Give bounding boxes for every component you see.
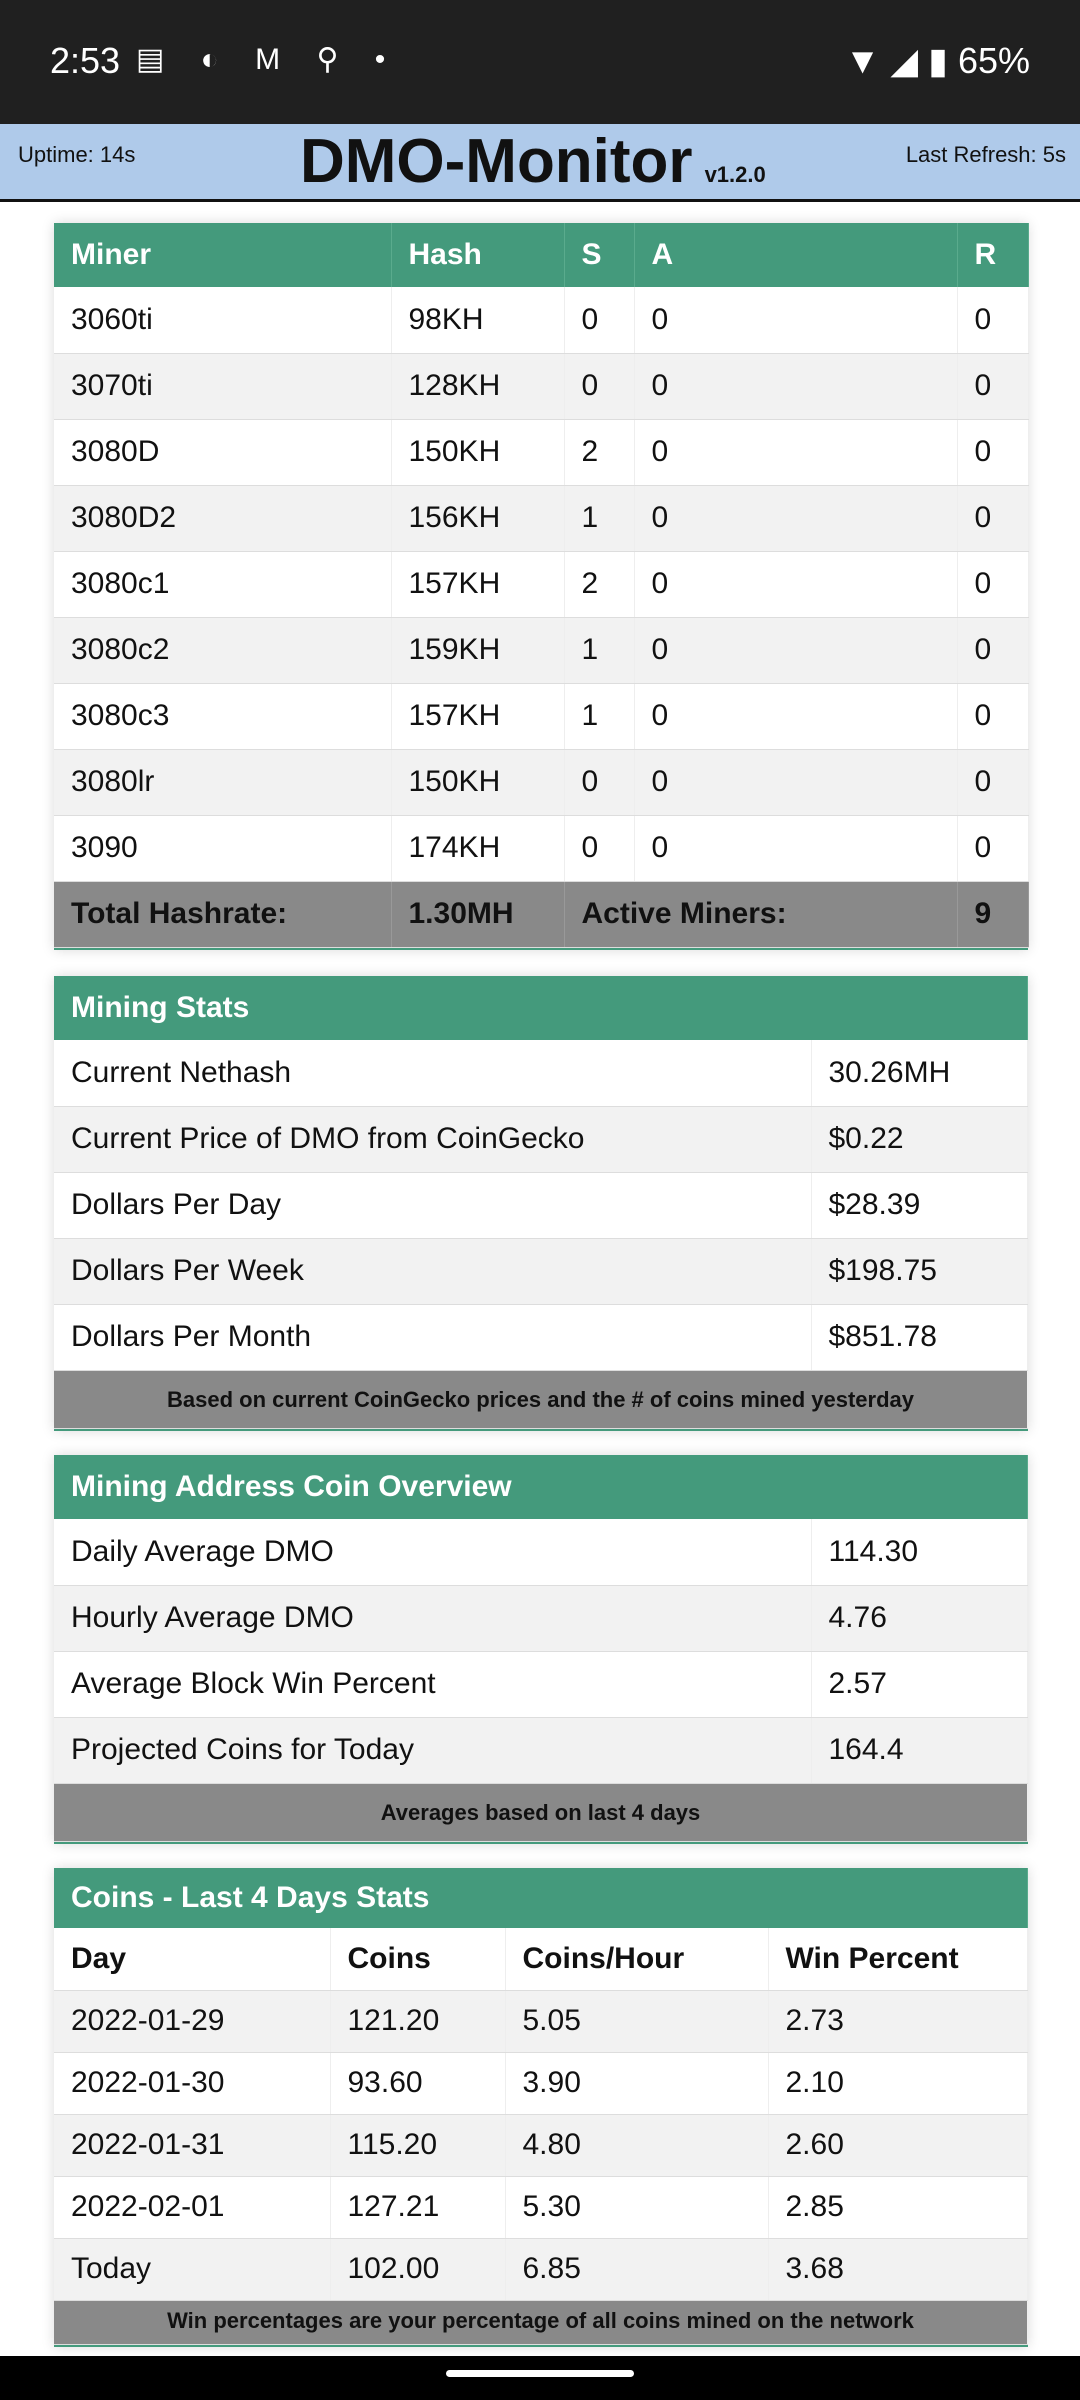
table-cell: 150KH	[391, 419, 564, 485]
section-title: Mining Stats	[54, 976, 1028, 1040]
table-cell: 0	[634, 419, 957, 485]
table-cell: 115.20	[330, 2114, 505, 2176]
table-cell: 0	[957, 287, 1028, 353]
table-cell: 127.21	[330, 2176, 505, 2238]
table-cell: 3080c3	[54, 683, 391, 749]
table-cell: 156KH	[391, 485, 564, 551]
table-row	[54, 353, 1028, 419]
page-title	[300, 126, 766, 197]
table-cell: 3080D	[54, 419, 391, 485]
table-cell: 0	[634, 353, 957, 419]
table-cell: 0	[634, 617, 957, 683]
table-cell: 3080lr	[54, 749, 391, 815]
last-refresh: Last Refresh: 5s	[905, 142, 1066, 167]
table-row	[54, 1106, 1028, 1172]
table-cell: 3090	[54, 815, 391, 881]
table-row	[54, 551, 1028, 617]
table-cell: 2.57	[811, 1651, 1028, 1717]
table-cell: 2.85	[768, 2176, 1028, 2238]
table-cell: 4.76	[811, 1585, 1028, 1651]
table-row	[54, 2176, 1028, 2238]
column-header: S	[564, 223, 634, 287]
totals-row	[54, 881, 1028, 947]
table-row	[54, 1717, 1028, 1783]
table-cell: 0	[957, 683, 1028, 749]
table-cell: 0	[564, 353, 634, 419]
table-cell: 0	[957, 419, 1028, 485]
table-row	[54, 1238, 1028, 1304]
table-cell: $0.22	[811, 1106, 1028, 1172]
footnote: Win percentages are your percentage of all coins mined on the network	[54, 2300, 1028, 2344]
table-cell: 1	[564, 485, 634, 551]
table-row	[54, 419, 1028, 485]
total-hashrate-value: 1.30MH	[391, 881, 564, 947]
table-cell: 98KH	[391, 287, 564, 353]
battery-level: 65%	[957, 40, 1030, 81]
table-cell: 0	[634, 551, 957, 617]
table-cell: 3080c1	[54, 551, 391, 617]
table-cell: 0	[957, 485, 1028, 551]
table-cell: 5.30	[505, 2176, 768, 2238]
table-row	[54, 1519, 1028, 1585]
table-row	[54, 2052, 1028, 2114]
footnote: Averages based on last 4 days	[54, 1783, 1028, 1841]
section-title: Mining Address Coin Overview	[54, 1455, 1028, 1519]
table-cell: 2022-01-30	[54, 2052, 330, 2114]
column-header: Miner	[54, 223, 391, 287]
table-cell: 0	[634, 485, 957, 551]
last-days-table	[54, 1868, 1028, 2345]
table-cell: $851.78	[811, 1304, 1028, 1370]
table-cell: 0	[634, 683, 957, 749]
table-cell: Daily Average DMO	[54, 1519, 811, 1585]
table-cell: 164.4	[811, 1717, 1028, 1783]
table-row	[54, 749, 1028, 815]
table-row	[54, 1040, 1028, 1106]
table-cell: 1	[564, 617, 634, 683]
table-cell: 0	[564, 815, 634, 881]
last-days-card	[54, 1868, 1028, 2347]
table-row	[54, 2238, 1028, 2300]
table-row	[54, 1304, 1028, 1370]
table-cell: 3.68	[768, 2238, 1028, 2300]
table-row	[54, 1585, 1028, 1651]
column-header: A	[634, 223, 957, 287]
table-cell: 0	[957, 815, 1028, 881]
table-row	[54, 485, 1028, 551]
table-cell: 2.60	[768, 2114, 1028, 2176]
system-icons: ▼ ◢ ▮ 65%	[844, 40, 1030, 81]
gesture-nav-bar[interactable]	[0, 2356, 1080, 2400]
table-cell: 2	[564, 419, 634, 485]
miners-card	[54, 223, 1028, 950]
table-row	[54, 1172, 1028, 1238]
title-text: DMO-Monitor	[300, 127, 693, 196]
table-cell: 93.60	[330, 2052, 505, 2114]
mining-stats-card	[54, 976, 1028, 1431]
table-row	[54, 617, 1028, 683]
table-cell: Dollars Per Day	[54, 1172, 811, 1238]
column-header: Hash	[391, 223, 564, 287]
home-handle[interactable]	[446, 2370, 634, 2377]
table-cell: 0	[957, 551, 1028, 617]
table-cell: 30.26MH	[811, 1040, 1028, 1106]
table-cell: 1	[564, 683, 634, 749]
table-cell: 0	[634, 815, 957, 881]
table-cell: 174KH	[391, 815, 564, 881]
table-cell: 114.30	[811, 1519, 1028, 1585]
column-header: R	[957, 223, 1028, 287]
column-header-row	[54, 1928, 1028, 1990]
app-header	[0, 124, 1080, 202]
table-cell: Projected Coins for Today	[54, 1717, 811, 1783]
column-header: Win Percent	[768, 1928, 1028, 1990]
table-cell: 2.73	[768, 1990, 1028, 2052]
table-cell: Dollars Per Week	[54, 1238, 811, 1304]
table-cell: 0	[957, 353, 1028, 419]
table-cell: Current Nethash	[54, 1040, 811, 1106]
table-cell: 0	[634, 749, 957, 815]
mining-stats-table	[54, 976, 1028, 1429]
miners-table	[54, 223, 1029, 948]
table-row	[54, 2114, 1028, 2176]
table-cell: 2	[564, 551, 634, 617]
table-cell: 2022-02-01	[54, 2176, 330, 2238]
active-miners-value: 9	[957, 881, 1028, 947]
table-cell: 2022-01-31	[54, 2114, 330, 2176]
table-row	[54, 1651, 1028, 1717]
table-cell: 2.10	[768, 2052, 1028, 2114]
active-miners-label: Active Miners:	[564, 881, 957, 947]
total-hashrate-label: Total Hashrate:	[54, 881, 391, 947]
table-cell: $28.39	[811, 1172, 1028, 1238]
table-cell: 3060ti	[54, 287, 391, 353]
table-cell: Current Price of DMO from CoinGecko	[54, 1106, 811, 1172]
footnote: Based on current CoinGecko prices and the # of coins mined yesterday	[54, 1370, 1028, 1428]
table-cell: 157KH	[391, 551, 564, 617]
table-row	[54, 815, 1028, 881]
table-cell: Dollars Per Month	[54, 1304, 811, 1370]
table-cell: 128KH	[391, 353, 564, 419]
notification-icons: ▤ ◐ M ⚲ •	[136, 43, 400, 76]
table-cell: 3080D2	[54, 485, 391, 551]
table-cell: 2022-01-29	[54, 1990, 330, 2052]
table-cell: 0	[957, 749, 1028, 815]
table-cell: 150KH	[391, 749, 564, 815]
coin-overview-table	[54, 1455, 1028, 1842]
table-cell: 159KH	[391, 617, 564, 683]
column-header: Coins	[330, 1928, 505, 1990]
clock: 2:53	[50, 40, 121, 81]
table-cell: 121.20	[330, 1990, 505, 2052]
table-row	[54, 683, 1028, 749]
table-cell: $198.75	[811, 1238, 1028, 1304]
table-row	[54, 1990, 1028, 2052]
table-cell: 0	[564, 749, 634, 815]
column-header: Coins/Hour	[505, 1928, 768, 1990]
version: v1.2.0	[704, 162, 766, 187]
table-cell: Average Block Win Percent	[54, 1651, 811, 1717]
table-cell: 4.80	[505, 2114, 768, 2176]
section-title: Coins - Last 4 Days Stats	[54, 1868, 1028, 1928]
column-header: Day	[54, 1928, 330, 1990]
table-cell: 157KH	[391, 683, 564, 749]
uptime: Uptime: 14s	[18, 142, 136, 167]
table-cell: 3070ti	[54, 353, 391, 419]
table-cell: 3080c2	[54, 617, 391, 683]
table-cell: 0	[957, 617, 1028, 683]
coin-overview-card	[54, 1455, 1028, 1844]
status-bar	[0, 0, 1080, 124]
table-cell: Today	[54, 2238, 330, 2300]
table-cell: 102.00	[330, 2238, 505, 2300]
table-cell: 5.05	[505, 1990, 768, 2052]
table-cell: 3.90	[505, 2052, 768, 2114]
table-cell: 0	[564, 287, 634, 353]
table-cell: 0	[634, 287, 957, 353]
table-cell: 6.85	[505, 2238, 768, 2300]
table-cell: Hourly Average DMO	[54, 1585, 811, 1651]
table-row	[54, 287, 1028, 353]
